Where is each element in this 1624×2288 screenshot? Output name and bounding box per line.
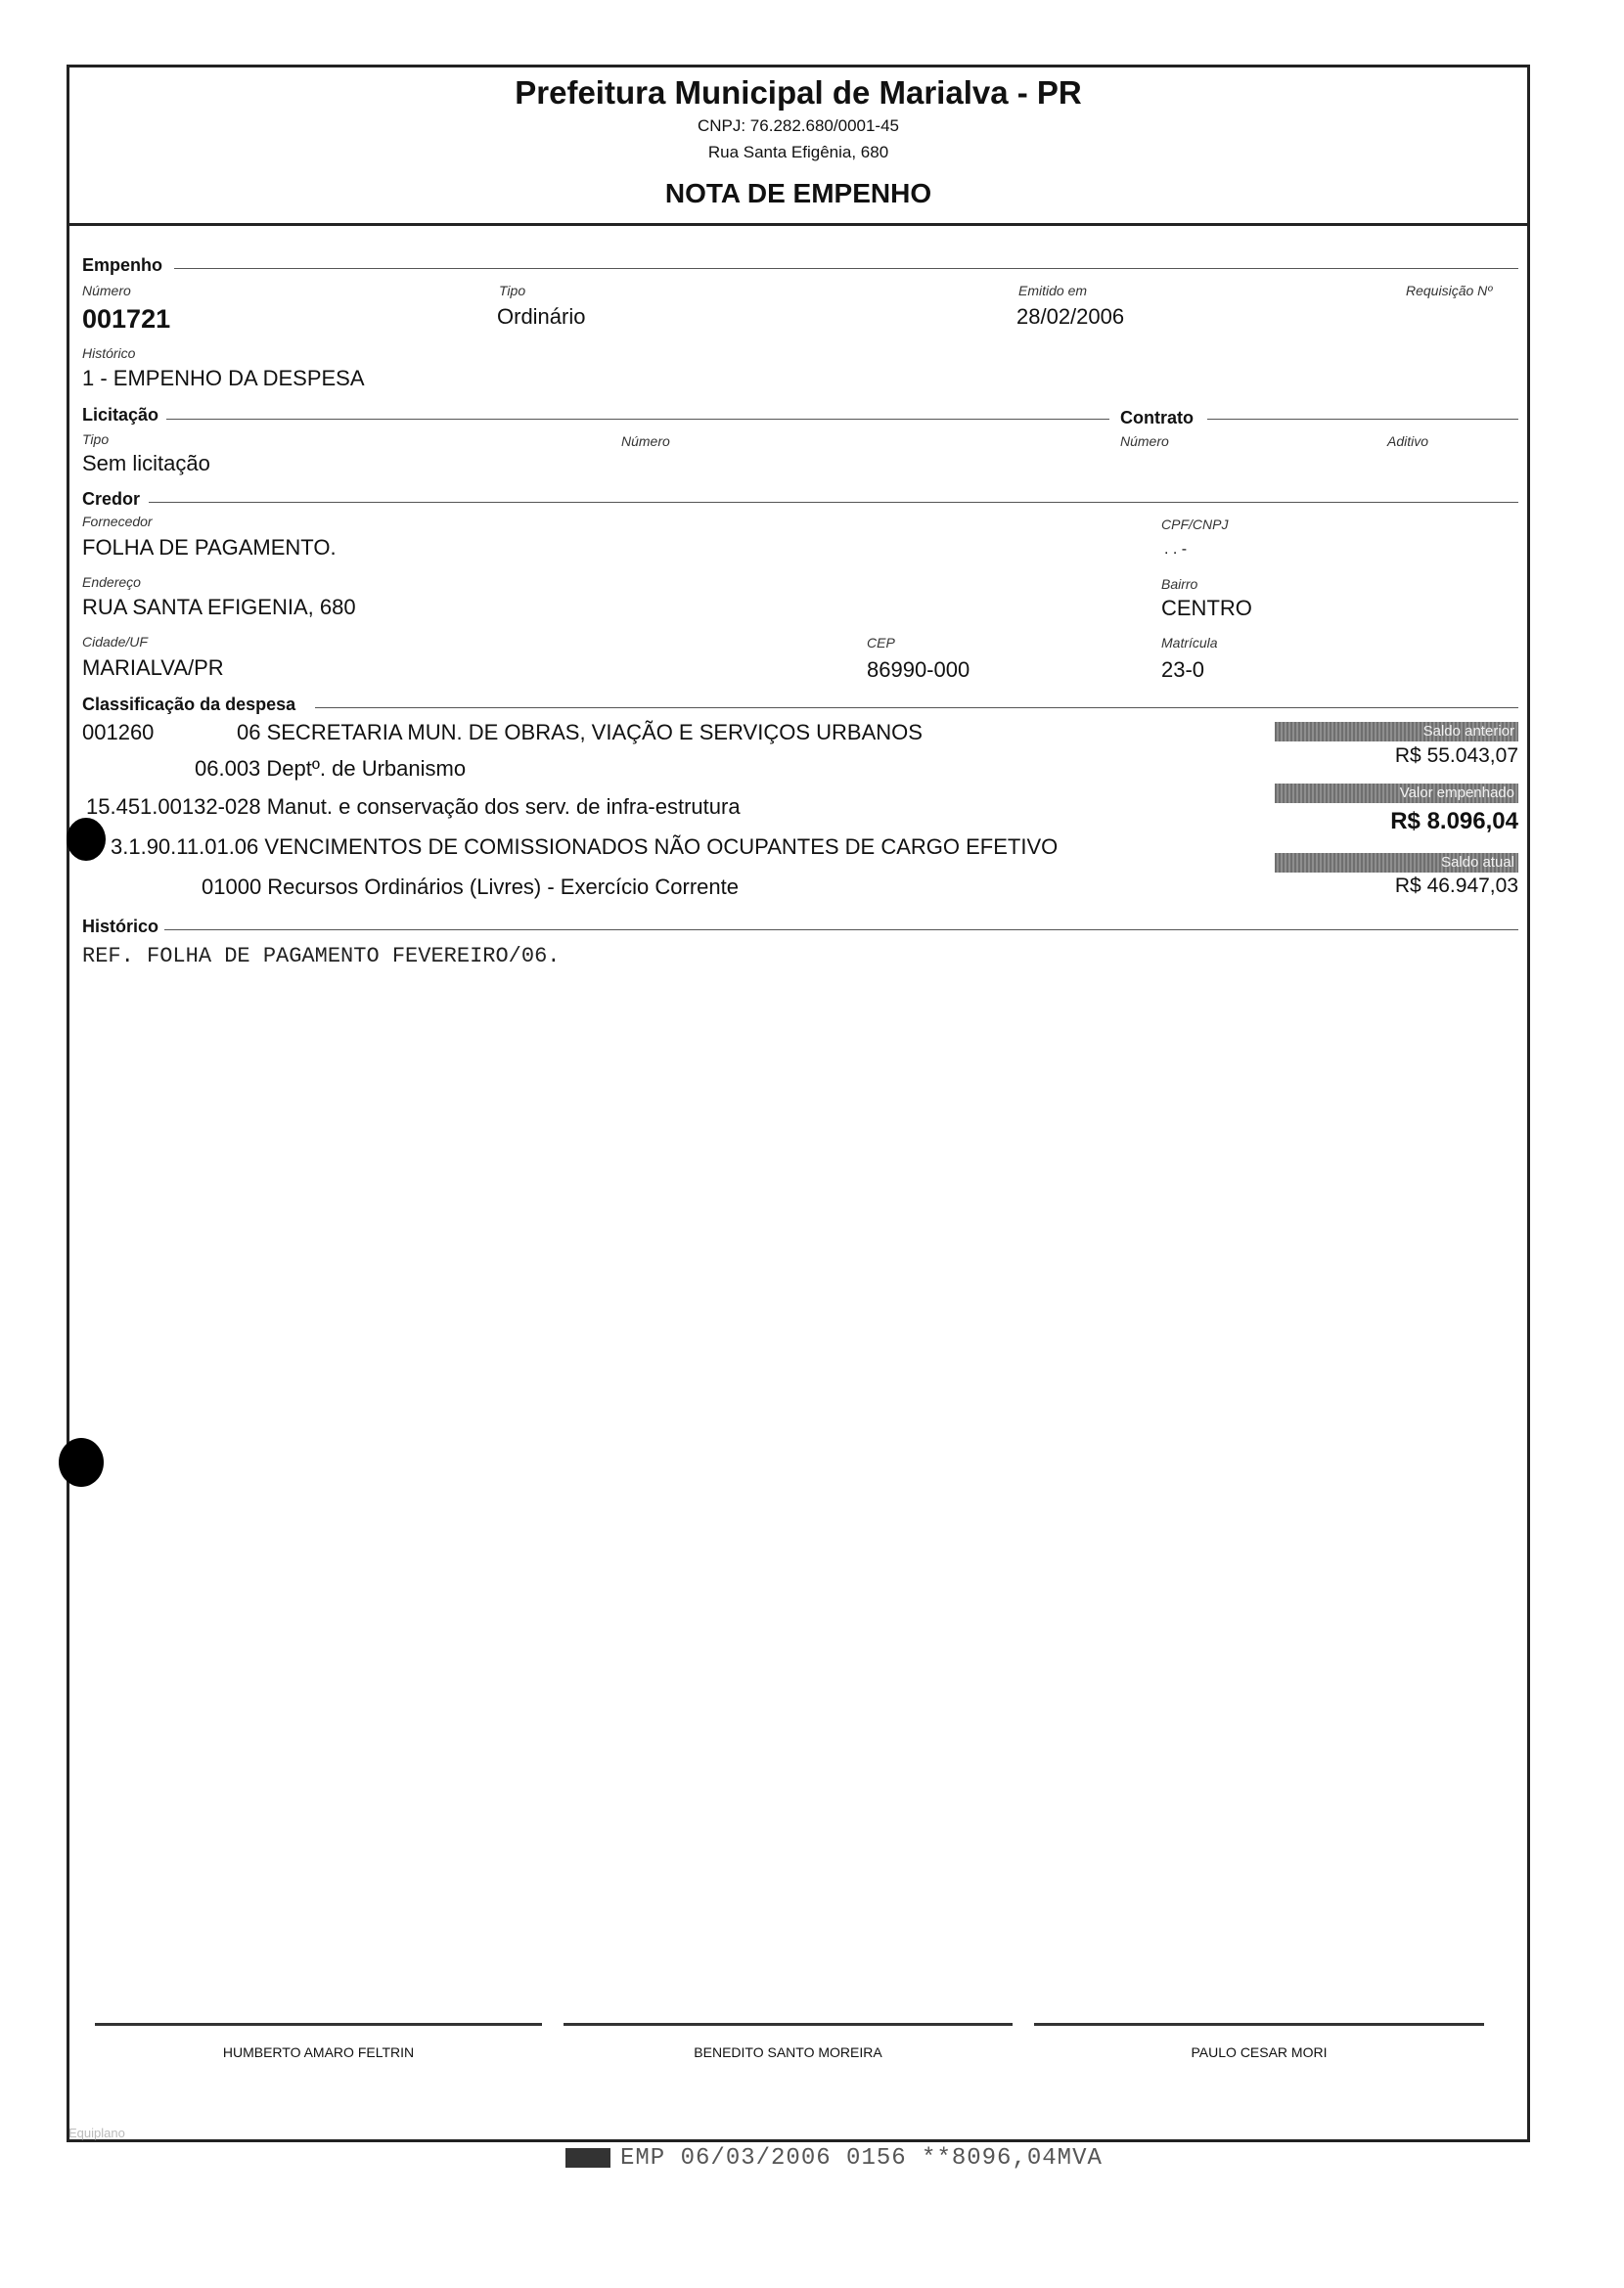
classificacao-unidade: 06.003 Deptº. de Urbanismo [195, 756, 467, 781]
fornecedor-label: Fornecedor [82, 514, 153, 529]
saldo-atual-value: R$ 46.947,03 [1394, 875, 1518, 897]
historico-text: REF. FOLHA DE PAGAMENTO FEVEREIRO/06. [82, 944, 561, 968]
empenho-numero-label: Número [82, 283, 131, 298]
endereco-label: Endereço [82, 574, 141, 590]
cidade-label: Cidade/UF [82, 634, 148, 650]
section-rule [166, 419, 1109, 420]
signature-line [1034, 2023, 1484, 2026]
saldo-anterior-label: Saldo anterior [1275, 722, 1518, 741]
emitido-date: 28/02/2006 [1016, 304, 1125, 329]
valor-empenhado-label: Valor empenhado [1275, 784, 1518, 803]
software-watermark: Equiplano [68, 2126, 125, 2140]
bairro-label: Bairro [1161, 576, 1198, 592]
endereco-value: RUA SANTA EFIGENIA, 680 [82, 595, 356, 619]
signature-line [564, 2023, 1013, 2026]
cpf-label: CPF/CNPJ [1161, 516, 1229, 532]
classificacao-secretaria: 06 SECRETARIA MUN. DE OBRAS, VIAÇÃO E SERVIÇOS URBANOS [237, 720, 923, 744]
empenho-tipo-label: Tipo [499, 283, 526, 298]
bairro-value: CENTRO [1161, 596, 1252, 620]
punch-hole-mark [59, 1438, 104, 1487]
emitido-label: Emitido em [1018, 283, 1088, 298]
licitacao-tipo: Sem licitação [82, 451, 210, 475]
section-licitacao: Licitação [82, 405, 159, 425]
cnpj-text: CNPJ: 76.282.680/0001-45 [697, 116, 900, 135]
licitacao-tipo-label: Tipo [82, 431, 110, 447]
requisicao-label: Requisição Nº [1406, 283, 1493, 298]
classificacao-recurso: 01000 Recursos Ordinários (Livres) - Exercício Corrente [202, 875, 739, 899]
cep-value: 86990-000 [867, 657, 970, 682]
saldo-atual-label: Saldo atual [1275, 853, 1518, 873]
section-empenho: Empenho [82, 255, 163, 275]
signatory-name: PAULO CESAR MORI [1191, 2044, 1328, 2060]
historico-label: Histórico [82, 345, 136, 361]
section-rule [174, 268, 1518, 269]
licitacao-numero-label: Número [621, 433, 670, 449]
document-title: NOTA DE EMPENHO [664, 178, 932, 208]
cidade-value: MARIALVA/PR [82, 655, 224, 680]
signatory-name: HUMBERTO AMARO FELTRIN [222, 2044, 415, 2060]
signatory-name: BENEDITO SANTO MOREIRA [694, 2044, 882, 2060]
punch-hole-mark [67, 818, 106, 861]
contrato-numero-label: Número [1120, 433, 1169, 449]
address-text: Rua Santa Efigênia, 680 [707, 143, 889, 161]
section-contrato: Contrato [1120, 408, 1194, 427]
classificacao-elemento: 3.1.90.11.01.06 VENCIMENTOS DE COMISSIONADOS NÃO OCUPANTES DE CARGO EFETIVO [111, 834, 1059, 859]
section-rule [149, 502, 1518, 503]
historico-value: 1 - EMPENHO DA DESPESA [82, 366, 365, 390]
header-divider [67, 223, 1530, 226]
section-rule [315, 707, 1518, 708]
fornecedor-value: FOLHA DE PAGAMENTO. [82, 535, 337, 560]
cpf-value: . . - [1164, 541, 1188, 558]
empenho-numero: 001721 [82, 304, 171, 334]
section-rule [1207, 419, 1518, 420]
signature-line [95, 2023, 542, 2026]
matricula-value: 23-0 [1161, 657, 1205, 682]
classificacao-funcional: 15.451.00132-028 Manut. e conservação dos serv. de infra-estrutura [86, 794, 741, 819]
section-historico: Histórico [82, 917, 159, 936]
valor-empenhado-value: R$ 8.096,04 [1390, 808, 1518, 834]
stamp-mark [565, 2148, 610, 2168]
bank-stamp: EMP 06/03/2006 0156 **8096,04MVA [620, 2145, 1103, 2172]
empenho-tipo: Ordinário [497, 304, 586, 329]
municipality-title: Prefeitura Municipal de Marialva - PR [515, 74, 1082, 111]
saldo-anterior-value: R$ 55.043,07 [1394, 744, 1518, 767]
matricula-label: Matrícula [1161, 635, 1218, 651]
classificacao-code: 001260 [82, 720, 155, 744]
section-credor: Credor [82, 489, 141, 509]
section-rule [164, 929, 1518, 930]
section-classificacao: Classificação da despesa [82, 695, 296, 714]
cep-label: CEP [867, 635, 895, 651]
contrato-aditivo-label: Aditivo [1387, 433, 1429, 449]
